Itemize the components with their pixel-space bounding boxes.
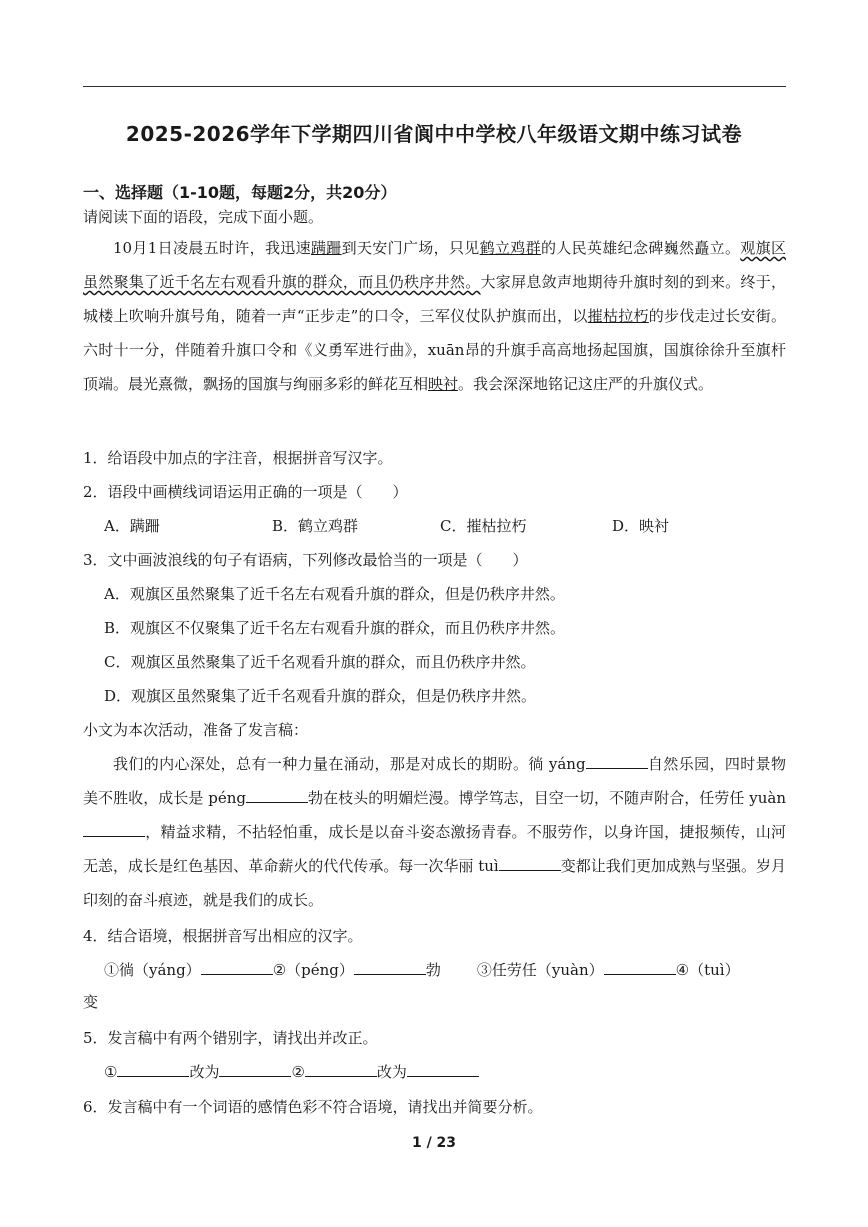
speech-text: 我们的内心深处，总有一种力量在涌动，那是对成长的期盼。徜 yáng: [113, 755, 586, 773]
answer-blank[interactable]: [219, 1062, 291, 1077]
page-title: 2025-2026学年下学期四川省阆中中学校八年级语文期中练习试卷: [125, 122, 743, 146]
q4-item-2-suffix: 勃: [425, 961, 441, 979]
q5-item-1: ①: [104, 1063, 118, 1081]
answer-blank[interactable]: [407, 1062, 479, 1077]
passage-text: 到天安门广场，只见: [341, 239, 480, 257]
answer-blank[interactable]: [604, 960, 676, 975]
question-5: 5．发言稿中有两个错别字，请找出并改正。: [83, 1029, 378, 1047]
answer-blank[interactable]: [354, 960, 426, 975]
speech-text: ，精益求精，不拈轻怕重，成长是以奋斗姿态激扬青春。不服劳作，以身许国，捷报频传，山河无恙，成长是红色基因、革命薪火的代代传承。每一次华丽 tuì: [83, 823, 786, 875]
question-3: 3．文中画波浪线的句子有语病，下列修改最恰当的一项是（ ）: [83, 551, 528, 569]
answer-blank: [586, 754, 648, 769]
section-heading: 一、选择题（1-10题，每题2分，共20分）: [83, 183, 397, 202]
q3-option-b: B．观旗区不仅聚集了近千名左右观看升旗的群众，而且仍秩序井然。: [104, 619, 566, 637]
q5-change-label: 改为: [189, 1063, 220, 1081]
answer-blank: [499, 856, 561, 871]
answer-blank: [83, 822, 145, 837]
q3-option-a: A．观旗区虽然聚集了近千名左右观看升旗的群众，但是仍秩序井然。: [104, 585, 565, 603]
q5-item-2: ②: [291, 1063, 305, 1081]
q2-option-b: B．鹤立鸡群: [272, 517, 359, 535]
speech-intro: 小文为本次活动，准备了发言稿：: [83, 721, 309, 739]
answer-blank[interactable]: [117, 1062, 189, 1077]
q4-item-2: ②（péng）: [272, 961, 354, 979]
q3-option-d: D．观旗区虽然聚集了近千名观看升旗的群众，但是仍秩序井然。: [104, 687, 537, 705]
header-rule: [83, 86, 786, 87]
q4-item-1: ①徜（yáng）: [104, 961, 201, 979]
wavy-underlined-sentence: 观旗区虽然聚集了近千名左右观看升旗的群众，而且仍秩序井然。: [83, 239, 786, 291]
q4-item-3: ③任劳任（yuàn）: [476, 961, 604, 979]
underlined-word: 映衬: [428, 375, 459, 393]
passage-text: 。我会深深地铭记这庄严的升旗仪式。: [458, 375, 714, 393]
q4-answer-row: [104, 960, 740, 980]
instruction: 请阅读下面的语段，完成下面小题。: [83, 208, 324, 226]
speech-text: 自然乐园，四时景物美不胜收，成长是 péng: [83, 755, 786, 807]
passage-text: 10月1日凌晨五时许，我迅速: [113, 239, 311, 257]
q5-change-label: 改为: [376, 1063, 407, 1081]
passage-text: 的步伐走过长安街。六时十一分，伴随着升旗口令和《义勇军进行曲》，xuān昂的升旗手高高地扬起国旗，国旗徐徐升至旗杆顶端。晨光熹微，飘扬的国旗与绚丽多彩的鲜花互相: [83, 307, 786, 393]
q3-option-c: C．观旗区虽然聚集了近千名观看升旗的群众，而且仍秩序井然。: [104, 653, 536, 671]
passage-text: 大家屏息敛声地期待升旗时刻的到来。终于，城楼上吹响升旗号角，随着一声“正步走”的口令，三军仪仗队护旗而出，以: [83, 273, 786, 325]
question-1: 1．给语段中加点的字注音，根据拼音写汉字。: [83, 449, 393, 467]
passage-paragraph: [83, 231, 786, 401]
answer-blank: [246, 788, 308, 803]
q2-option-c: C．摧枯拉朽: [440, 517, 527, 535]
underlined-word: 鹤立鸡群: [479, 239, 541, 257]
page-number: 1 / 23: [411, 1135, 457, 1151]
speech-text: 变都让我们更加成熟与坚强。岁月印刻的奋斗痕迹，就是我们的成长。: [83, 857, 786, 909]
q2-option-a: A．蹒跚: [104, 517, 160, 535]
underlined-word: 蹒跚: [310, 239, 342, 257]
q4-item-4: ④（tuì）: [675, 961, 740, 979]
question-6: 6．发言稿中有一个词语的感情色彩不符合语境，请找出并简要分析。: [83, 1098, 543, 1116]
underlined-word: 摧枯拉朽: [587, 307, 649, 325]
speech-text: 勃在枝头的明媚烂漫。博学笃志，目空一切，不随声附合，任劳任 yuàn: [307, 789, 787, 807]
q2-option-d: D．映衬: [612, 517, 670, 535]
answer-blank[interactable]: [305, 1062, 377, 1077]
answer-blank[interactable]: [201, 960, 273, 975]
passage-text: 的人民英雄纪念碑巍然矗立。: [540, 239, 741, 257]
q5-answer-row: [104, 1062, 479, 1082]
q4-item-4-suffix: 变: [83, 993, 99, 1011]
speech-paragraph: [83, 747, 786, 917]
question-2: 2．语段中画横线词语运用正确的一项是（ ）: [83, 483, 408, 501]
question-4: 4．结合语境，根据拼音写出相应的汉字。: [83, 927, 363, 945]
